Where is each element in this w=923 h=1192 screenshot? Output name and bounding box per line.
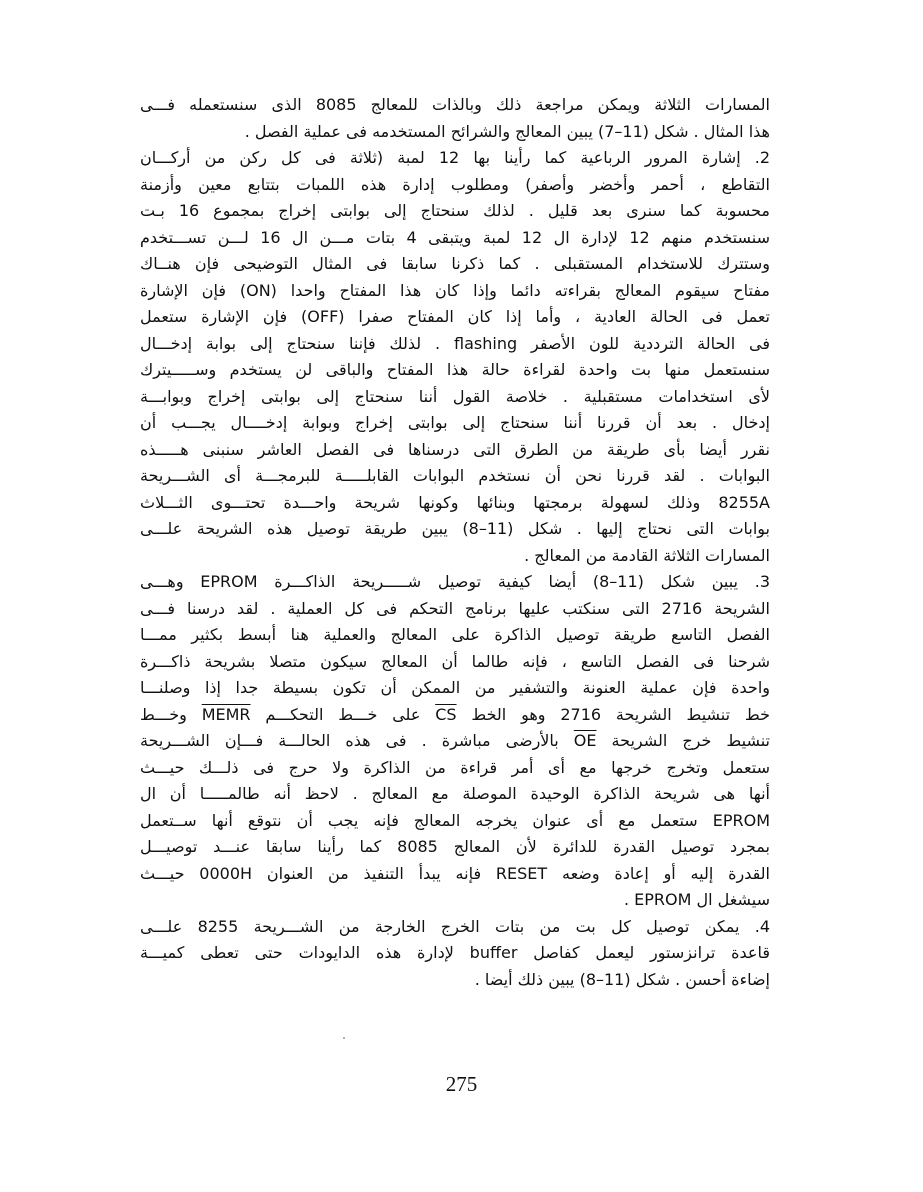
text-run: هذا المثال . شكل (11–7) يبين المعالج والشرائح المستخدمه فى عملية الفصل . [244,121,770,141]
text-line [140,728,770,755]
text-run: بالأرضى مباشرة . فى هذه الحالـــة فـــإن الشـــريحة [140,731,574,750]
text-line [140,940,770,967]
text-run: أنها هى شريحة الذاكرة الوحيدة الموصلة مع المعالج . لاحظ أنه طالمـــــا أن ال [140,784,770,803]
text-run: لأى استخدامات مستقبلية . خلاصة القول أننا سنحتاج إلى بوابتى إخراج وبوابـــة [140,386,770,406]
text-run: الفصل التاسع طريقة توصيل الذاكرة على المعالج والعملية هنا أبسط بكثير ممـــا [140,625,770,644]
text-line [140,914,770,941]
text-run: تعمل فى الحالة العادية ، وأما إذا كان المفتاح صفرا (OFF) فإن الإشارة ستعمل [140,307,770,326]
signal-name: $\overline{OE}$ [573,731,597,750]
text-line [140,437,770,464]
text-line [140,119,770,146]
text-run: قاعدة ترانزستور ليعمل كفاصل buffer لإدارة هذه الدايودات حتى تعطى كميـــة [140,943,770,962]
text-run: إدخال . بعد أن قررنا أننا سنحتاج إلى بوابتى إخراج وبوابة إدخــــال يجـــب أن [140,413,770,432]
text-run: تنشيط خرج الشريحة [596,731,770,750]
text-line [140,278,770,305]
text-run: فى الحالة الترددية للون الأصفر flashing . لذلك فإننا سنحتاج إلى بوابة إدخـــال [140,333,770,353]
text-run: سيشغل ال EPROM . [623,890,770,909]
text-run: بمجرد توصيل القدرة للدائرة لأن المعالج 8085 كما رأينا سابقا عنـــد توصيـــل [140,837,770,856]
text-line [140,887,770,914]
text-line [140,622,770,649]
text-line [140,92,770,119]
text-run: المسارات الثلاثة القادمة من المعالج . [524,545,770,565]
text-line [140,675,770,702]
text-run: مفتاح سيقوم المعالج بقراءته دائما وإذا كان هذا المفتاح واحدا (ON) فإن الإشارة [140,280,770,300]
text-run: إضاءة أحسن . شكل (11–8) يبين ذلك أيضا . [474,969,770,989]
text-run: محسوبة كما سنرى بعد قليل . لذلك سنحتاج إلى بوابتى إخراج بمجموع 16 بـت [140,201,770,220]
text-run: ستعمل وتخرج خرجها مع أى أمر قراءة من الذاكرة ولا حرج فى ذلـــك حيـــث [140,757,770,777]
text-run: 3. يبين شكل (11–8) أيضا كيفية توصيل شـــــريحة الذاكـــرة EPROM وهـــى [140,572,770,591]
scan-speck [343,1037,345,1039]
text-line [140,596,770,623]
text-line [140,649,770,676]
text-line [140,516,770,543]
text-run: 8255A وذلك لسهولة برمجتها وبنائها وكونها شريحة واحـــدة تحتـــوى الثـــلاث [140,492,770,512]
text-run: وستترك للاستخدام المستقبلى . كما ذكرنا سابقا فى المثال التوضيحى فإن هنــاك [140,254,770,273]
text-line [140,755,770,782]
text-line [140,384,770,411]
signal-name: $\overline{CS}$ [435,704,457,724]
text-line [140,861,770,888]
text-line [140,967,770,994]
text-line [140,198,770,225]
text-line [140,808,770,835]
text-run: القدرة إليه أو إعادة وضعه RESET فإنه يبدأ التنفيذ من العنوان 0000H حيـــث [140,863,770,883]
text-line [140,463,770,490]
text-run: نقرر أيضا بأى طريقة من الطرق التى درسناها فى الفصل العاشر سنبنى هـــــذه [140,439,770,459]
text-line [140,543,770,570]
text-run: شرحنا فى الفصل التاسع ، فإنه طالما أن المعالج سيكون متصلا بشريحة ذاكـــرة [140,651,770,671]
text-run: واحدة فإن عملية العنونة والتشفير من الممكن أن تكون بسيطة جدا إذا وصلنـــا [140,678,770,697]
text-line [140,357,770,384]
text-line [140,225,770,252]
text-run: سنستعمل منها بت واحدة لقراءة حالة هذا المفتاح والباقى لن يستخدم وســـــيترك [140,360,770,379]
text-run: EPROM ستعمل مع أى عنوان يخرجه المعالج فإنه يجب أن نتوقع أنها ســتعمل [140,810,770,830]
text-run: 4. يمكن توصيل كل بت من بتات الخرج الخارجة من الشـــريحة 8255 علـــى [140,916,770,936]
text-run: على خـــط التحكـــم [250,704,436,724]
text-run: التقاطع ، أحمر وأخضر وأصفر) ومطلوب إدارة هذه اللمبات بتتابع معين وأزمنة [140,174,770,194]
text-line [140,834,770,861]
text-run: المسارات الثلاثة ويمكن مراجعة ذلك وبالذات للمعالج 8085 الذى سنستعمله فـــى [140,95,770,114]
text-line [140,145,770,172]
text-line [140,702,770,729]
text-run: الشريحة 2716 التى سنكتب عليها برنامج التحكم فى كل العملية . لقد درسنا فـــى [140,598,770,618]
text-line [140,490,770,517]
text-line [140,781,770,808]
text-run: 2. إشارة المرور الرباعية كما رأينا بها 12 لمبة (ثلاثة فى كل ركن من أركـــان [140,148,770,167]
text-line [140,251,770,278]
body-text [140,92,770,993]
signal-name: MEMR [201,704,251,724]
text-line [140,172,770,199]
text-run: خط تنشيط الشريحة 2716 وهو الخط [456,704,770,724]
text-run: البوابات . لقد قررنا نحن أن نستخدم البوابات القابلـــــة للبرمجـــة أى الشـــريحة [140,466,770,485]
text-run: سنستخدم منهم 12 لإدارة ال 12 لمبة ويتبقى 4 بتات مـــن ال 16 لـــن تســـتخدم [140,227,770,247]
page-number: 275 [445,1072,478,1096]
text-run: وخـــط [140,704,202,724]
text-line [140,410,770,437]
text-line [140,304,770,331]
text-line [140,331,770,358]
text-run: بوابات التى نحتاج إليها . شكل (11–8) يبين طريقة توصيل هذه الشريحة علـــى [140,519,770,538]
text-line [140,569,770,596]
